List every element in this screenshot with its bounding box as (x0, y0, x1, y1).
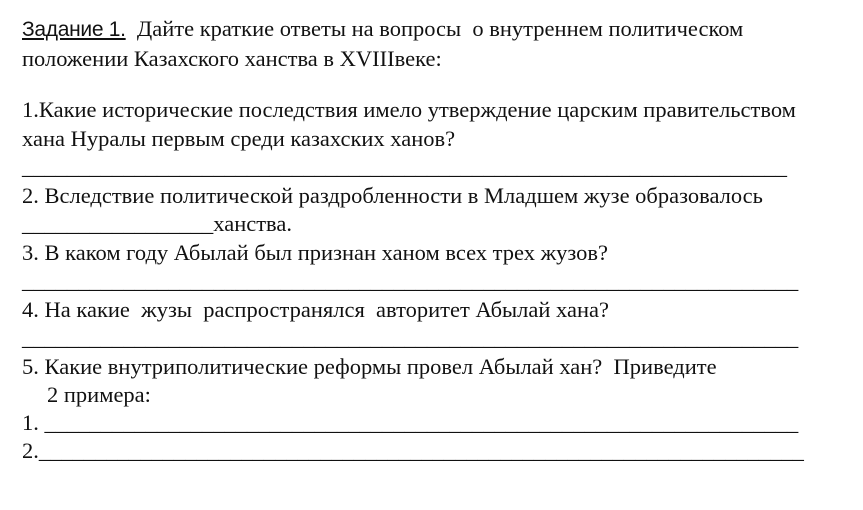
question-1-line-1: 1.Какие исторические последствия имело утверждение царским правительством (22, 97, 796, 122)
task-label: Задание 1. (22, 18, 126, 41)
question-5-line-2: 2 примера: (47, 382, 151, 407)
question-5-line-1: 5. Какие внутриполитические реформы провел Абылай хан? Приведите (22, 354, 717, 379)
question-4-line-1: 4. На какие жузы распространялся авторитет Абылай хана? (22, 297, 609, 322)
spacer (22, 73, 863, 95)
task-heading-text: Дайте краткие ответы на вопросы о внутреннем политическом (125, 16, 744, 41)
worksheet (22, 14, 863, 465)
question-1-line-2: хана Нуралы первым среди казахских ханов? (22, 126, 456, 151)
question-1-answer-blank[interactable]: ____________________________________________________________________ (22, 154, 787, 179)
task-heading-line-2: положении Казахского ханства в XVIIIвеке: (22, 46, 442, 71)
question-5-answer-1-blank[interactable]: 1. ___________________________________________________________________ (22, 410, 799, 435)
question-3-answer-blank[interactable]: _____________________________________________________________________ (22, 268, 799, 293)
question-3-line-1: 3. В каком году Абылай был признан ханом всех трех жузов? (22, 240, 608, 265)
question-2-line-2[interactable]: _________________ханства. (22, 211, 292, 236)
question-5-answer-2-blank[interactable]: 2.____________________________________________________________________ (22, 438, 804, 463)
task-heading (22, 14, 863, 44)
question-4-answer-blank[interactable]: _____________________________________________________________________ (22, 325, 799, 350)
question-2-line-1: 2. Вследствие политической раздробленности в Младшем жузе образовалось (22, 183, 763, 208)
